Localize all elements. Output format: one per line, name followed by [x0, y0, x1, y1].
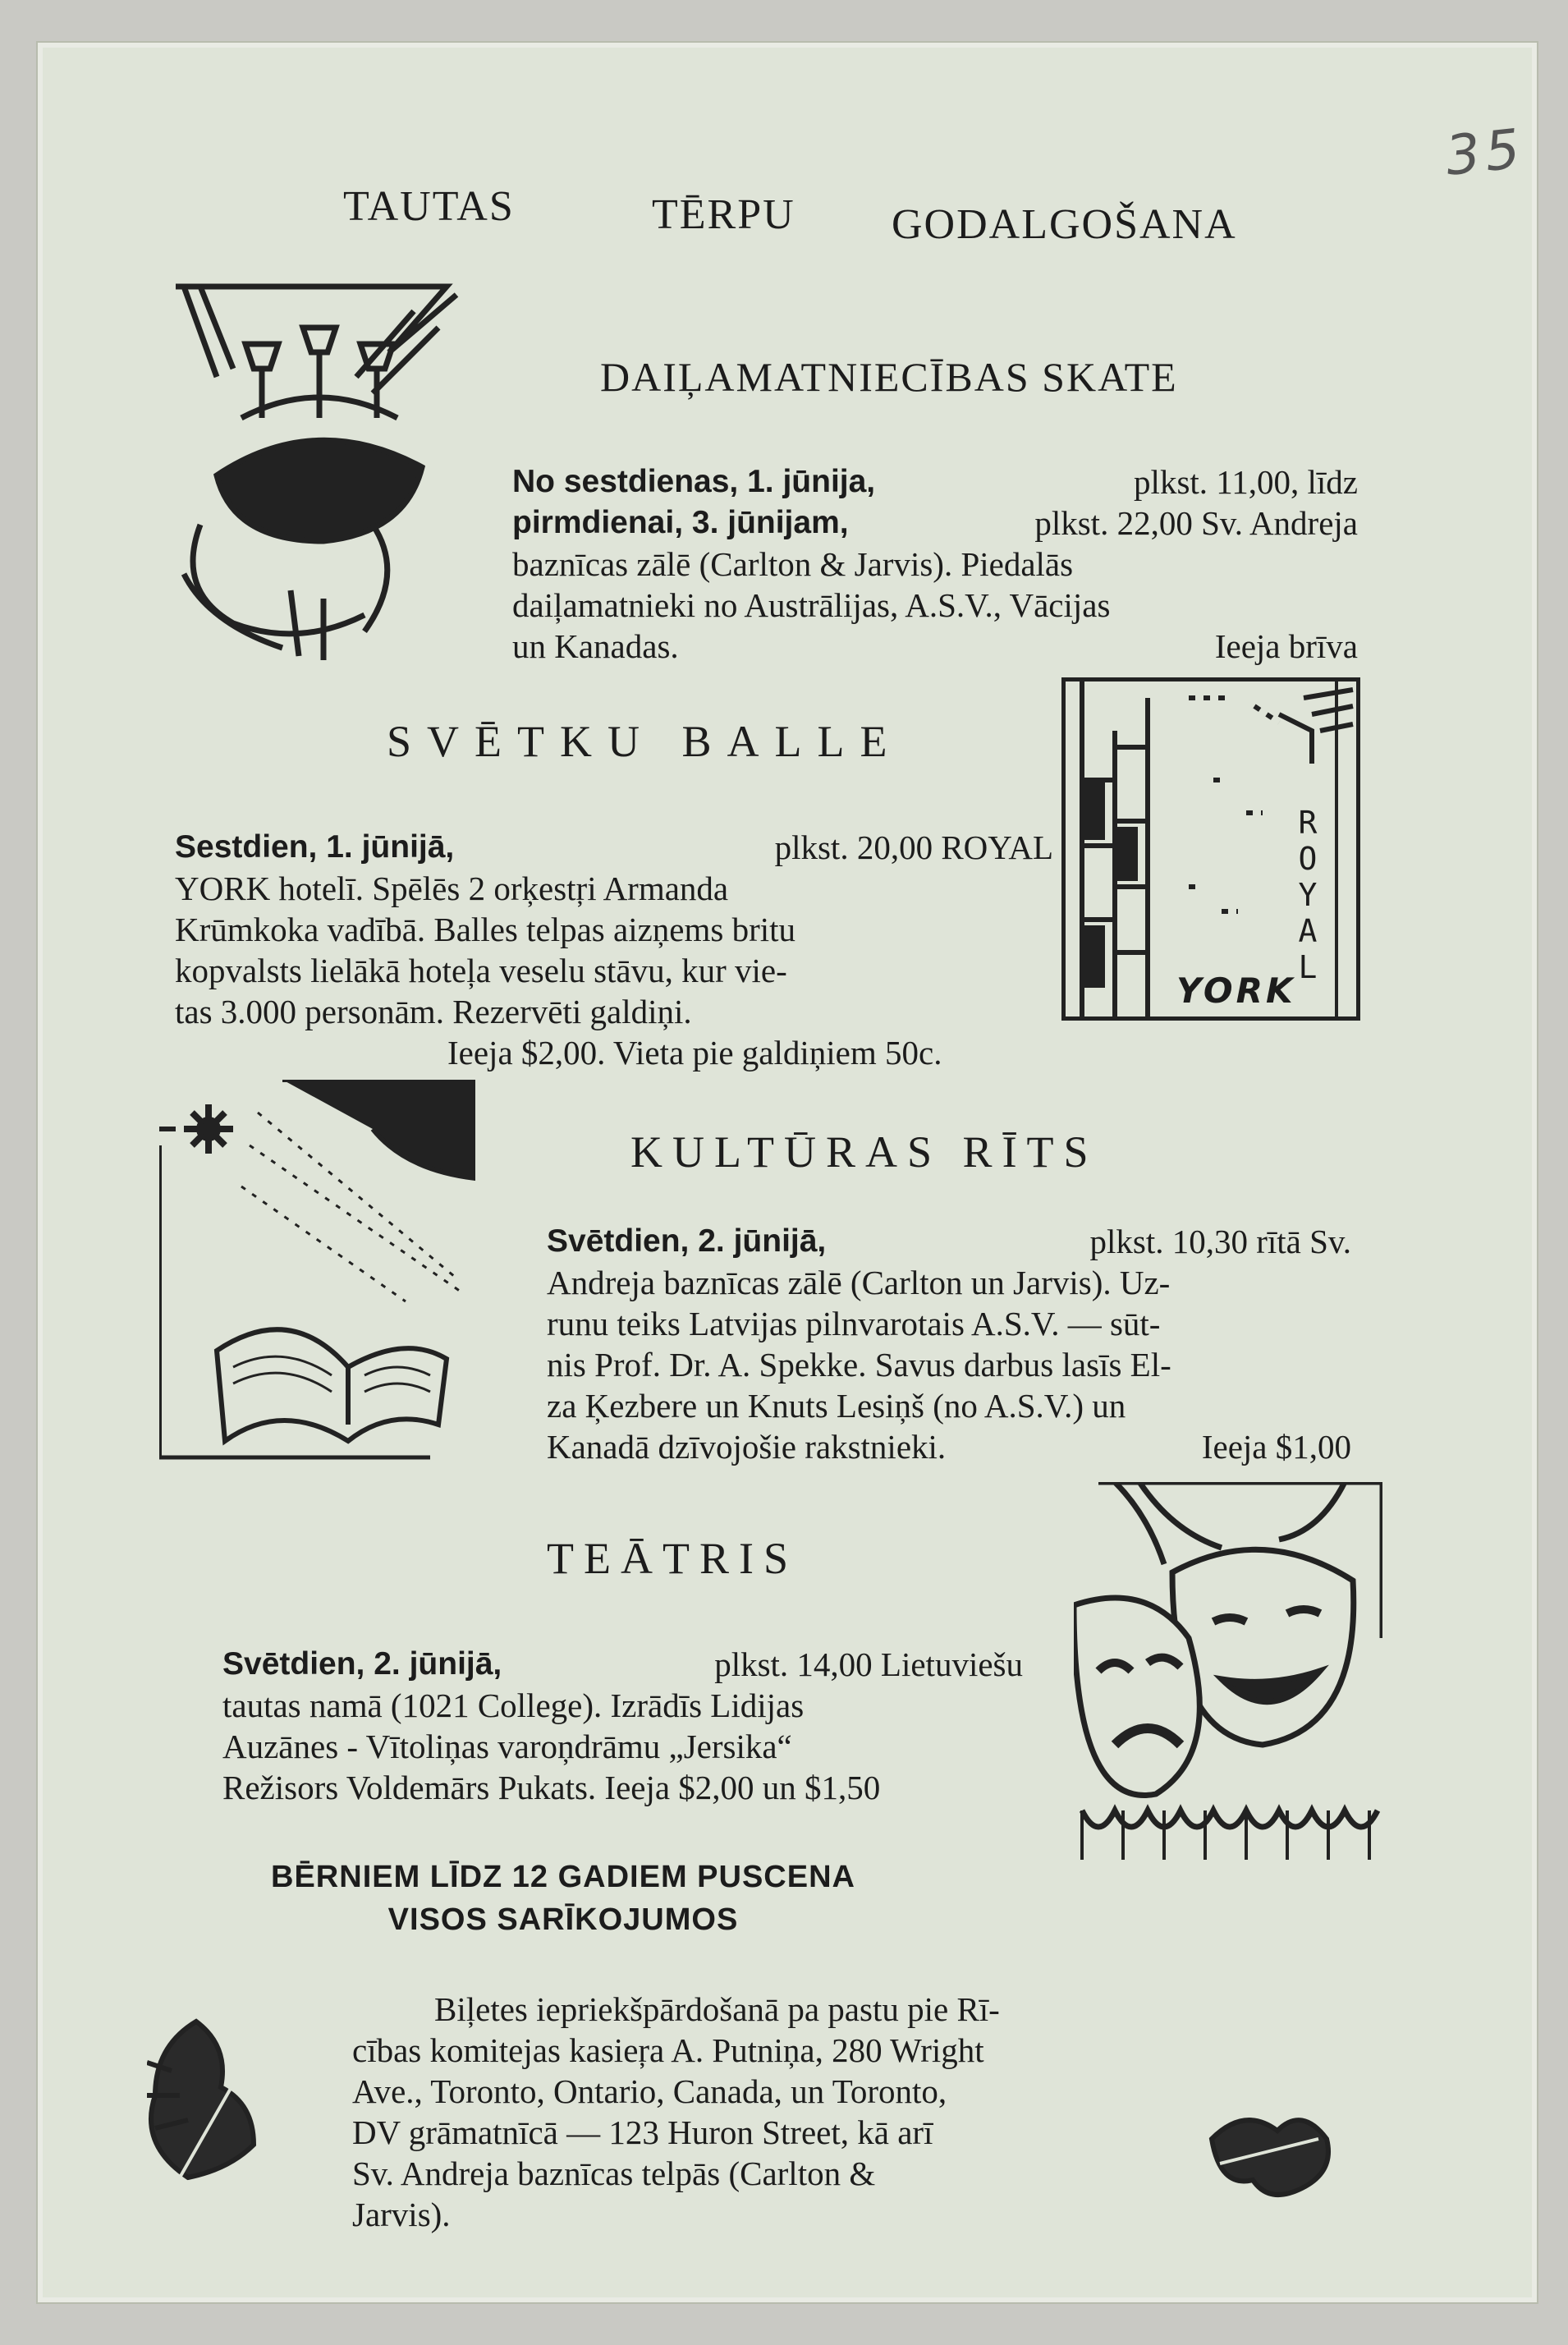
- header-word-1: TAUTAS: [343, 183, 515, 230]
- balle-line: YORK hotelī. Spēlēs 2 orķestŗi Armanda: [175, 870, 729, 907]
- teatris-title: TEĀTRIS: [547, 1534, 798, 1583]
- kultura-title: KULTŪRAS RĪTS: [630, 1127, 1098, 1177]
- balle-line: plkst. 20,00 ROYAL: [774, 828, 1053, 866]
- tickets-last: Jarvis).: [352, 2196, 451, 2233]
- kultura-last-right: Ieeja $1,00: [1201, 1428, 1351, 1466]
- theatre-masks-icon: [1074, 1482, 1382, 1868]
- tickets-line: Ave., Toronto, Ontario, Canada, un Toronto,: [352, 2072, 947, 2110]
- skate-title: DAIĻAMATNIECĪBAS SKATE: [600, 354, 1178, 400]
- children-note: [235, 1856, 892, 1941]
- kultura-line: Andreja baznīcas zālē (Carlton un Jarvis). Uz-: [547, 1264, 1171, 1301]
- balle-line-bold: Sestdien, 1. jūnijā,: [175, 829, 455, 865]
- tickets-line: DV grāmatnīcā — 123 Huron Street, kā arī: [352, 2113, 933, 2151]
- skate-line: plkst. 11,00, līdz: [1134, 463, 1358, 501]
- balle-last: Ieeja $2,00. Vieta pie galdiņiem 50c.: [447, 1034, 942, 1072]
- kultura-line-bold: Svētdien, 2. jūnijā,: [547, 1223, 827, 1259]
- candelabra-illustration-icon: [167, 278, 465, 668]
- skate-line: plkst. 22,00 Sv. Andreja: [1034, 504, 1358, 542]
- teatris-line-bold: Svētdien, 2. jūnijā,: [222, 1646, 502, 1682]
- balle-title: SVĒTKU BALLE: [387, 717, 903, 766]
- royal-sign: ROYAL: [1298, 805, 1318, 985]
- teatris-line: plkst. 14,00 Lietuviešu: [714, 1645, 1023, 1683]
- teatris-line: tautas namā (1021 College). Izrādīs Lidijas: [222, 1686, 805, 1724]
- balle-text: [175, 827, 1053, 1073]
- tickets-line: Biļetes iepriekšpārdošanā pa pastu pie Rī-: [434, 1990, 1000, 2028]
- balle-line: kopvalsts lielākā hoteļa veselu stāvu, kur vie-: [175, 952, 787, 989]
- skate-last-left: un Kanadas.: [512, 627, 679, 665]
- book-illustration-icon: [159, 1080, 475, 1462]
- tickets-line: Sv. Andreja baznīcas telpās (Carlton &: [352, 2155, 876, 2192]
- children-note-line-2: VISOS SARĪKOJUMOS: [387, 1902, 739, 1937]
- teatris-line: Auzānes - Vītoliņas varoņdrāmu „Jersika“: [222, 1728, 792, 1765]
- kultura-text: [547, 1221, 1351, 1467]
- skate-line: daiļamatnieki no Austrālijas, A.S.V., Vācijas: [512, 586, 1111, 624]
- page-number: 35: [1442, 117, 1528, 188]
- tickets-line: cības komitejas kasieŗa A. Putniņa, 280 Wright: [352, 2031, 984, 2069]
- kultura-line: za Ķezbere un Knuts Lesiņš (no A.S.V.) un: [547, 1387, 1126, 1425]
- program-page: [36, 41, 1538, 2304]
- skate-line-bold: No sestdienas, 1. jūnija,: [512, 464, 876, 499]
- children-note-line-1: BĒRNIEM LĪDZ 12 GADIEM PUSCENA: [271, 1860, 855, 1894]
- skate-text: [512, 461, 1358, 667]
- balle-line: tas 3.000 personām. Rezervēti galdiņi.: [175, 993, 692, 1030]
- leaf-ornament-left-icon: [147, 2013, 270, 2182]
- kultura-line: nis Prof. Dr. A. Spekke. Savus darbus lasīs El-: [547, 1346, 1171, 1384]
- kultura-line: plkst. 10,30 rītā Sv.: [1089, 1223, 1351, 1260]
- royal-york-illustration: [1061, 677, 1360, 1021]
- teatris-line: Režisors Voldemārs Pukats. Ieeja $2,00 un $1,50: [222, 1769, 881, 1806]
- header-word-2: TĒRPU: [652, 191, 795, 238]
- balle-line: Krūmkoka vadībā. Balles telpas aizņems britu: [175, 911, 796, 948]
- teatris-text: [222, 1644, 1023, 1808]
- tickets-text: [352, 1989, 1173, 2235]
- leaf-ornament-right-icon: [1204, 2106, 1339, 2199]
- header-word-3: GODALGOŠANA: [892, 201, 1237, 248]
- skate-line: baznīcas zālē (Carlton & Jarvis). Piedalās: [512, 545, 1074, 583]
- york-sign: YORK: [1176, 971, 1296, 1011]
- skate-last-right: Ieeja brīva: [1214, 627, 1358, 665]
- skate-line-bold: pirmdienai, 3. jūnijam,: [512, 505, 849, 540]
- kultura-last-left: Kanadā dzīvojošie rakstnieki.: [547, 1428, 947, 1466]
- kultura-line: runu teiks Latvijas pilnvarotais A.S.V. — sūt-: [547, 1305, 1161, 1342]
